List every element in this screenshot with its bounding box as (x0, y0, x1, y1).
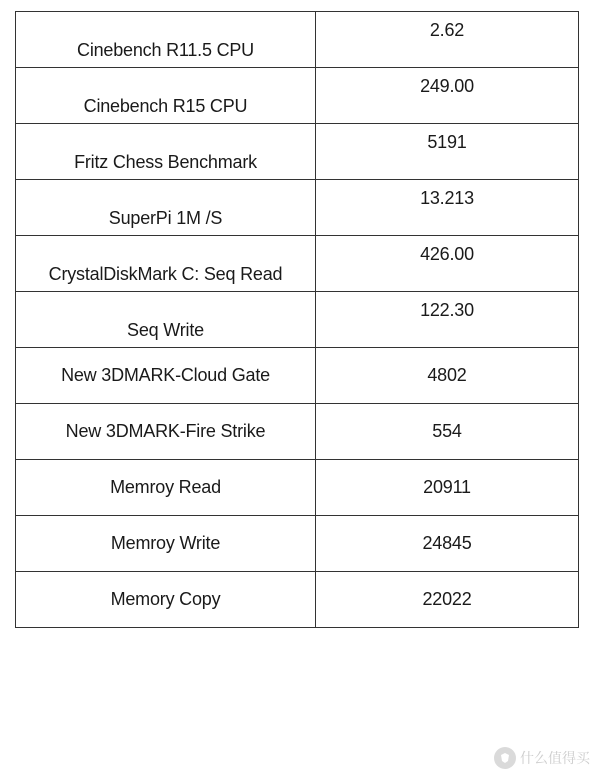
table-row (16, 572, 579, 628)
benchmark-name: Memory Copy (110, 589, 221, 609)
benchmark-name: Memroy Read (110, 477, 221, 497)
benchmark-value-cell (316, 124, 579, 180)
table-row (16, 12, 579, 68)
benchmark-value: 426.00 (420, 244, 474, 264)
benchmark-value: 2.62 (429, 20, 465, 40)
benchmark-name: New 3DMARK-Fire Strike (65, 421, 266, 441)
benchmark-value: 20911 (423, 477, 471, 497)
benchmark-value-cell (316, 68, 579, 124)
benchmark-value-cell (316, 236, 579, 292)
benchmark-value-cell (316, 180, 579, 236)
table-row (16, 68, 579, 124)
benchmark-value-cell (316, 572, 579, 628)
benchmark-value: 4802 (427, 365, 467, 385)
benchmark-name-cell (16, 516, 316, 572)
table-row (16, 292, 579, 348)
benchmark-value-cell (316, 404, 579, 460)
benchmark-name-cell (16, 124, 316, 180)
benchmark-name: CrystalDiskMark C: Seq Read (48, 264, 283, 284)
smzdm-logo-icon (494, 747, 516, 769)
benchmark-value: 24845 (422, 533, 472, 553)
benchmark-value: 5191 (427, 132, 467, 152)
benchmark-name: SuperPi 1M /S (108, 208, 223, 228)
benchmark-name: Cinebench R15 CPU (83, 96, 248, 116)
benchmark-value: 249.00 (420, 76, 474, 96)
benchmark-table (15, 11, 579, 628)
benchmark-value-cell (316, 516, 579, 572)
table-row (16, 404, 579, 460)
benchmark-value: 22022 (422, 589, 472, 609)
benchmark-name-cell (16, 12, 316, 68)
table-row (16, 516, 579, 572)
benchmark-value: 122.30 (420, 300, 474, 320)
table-row (16, 348, 579, 404)
benchmark-name-cell (16, 68, 316, 124)
benchmark-value: 554 (432, 421, 462, 441)
benchmark-name-cell (16, 292, 316, 348)
benchmark-name: New 3DMARK-Cloud Gate (61, 365, 270, 385)
benchmark-name-cell (16, 348, 316, 404)
table-row (16, 236, 579, 292)
watermark-text: 什么值得买 (520, 751, 590, 767)
benchmark-name-cell (16, 236, 316, 292)
benchmark-name: Memroy Write (110, 533, 221, 553)
benchmark-value-cell (316, 12, 579, 68)
watermark (494, 747, 590, 769)
table-row (16, 460, 579, 516)
benchmark-name-cell (16, 180, 316, 236)
table-row (16, 124, 579, 180)
benchmark-name: Fritz Chess Benchmark (74, 152, 257, 172)
benchmark-name-cell (16, 460, 316, 516)
benchmark-name-cell (16, 572, 316, 628)
benchmark-value-cell (316, 348, 579, 404)
table-row (16, 180, 579, 236)
benchmark-name: Cinebench R11.5 CPU (77, 40, 254, 60)
benchmark-name-cell (16, 404, 316, 460)
benchmark-value-cell (316, 460, 579, 516)
benchmark-name: Seq Write (127, 320, 204, 340)
benchmark-value: 13.213 (420, 188, 474, 208)
benchmark-value-cell (316, 292, 579, 348)
